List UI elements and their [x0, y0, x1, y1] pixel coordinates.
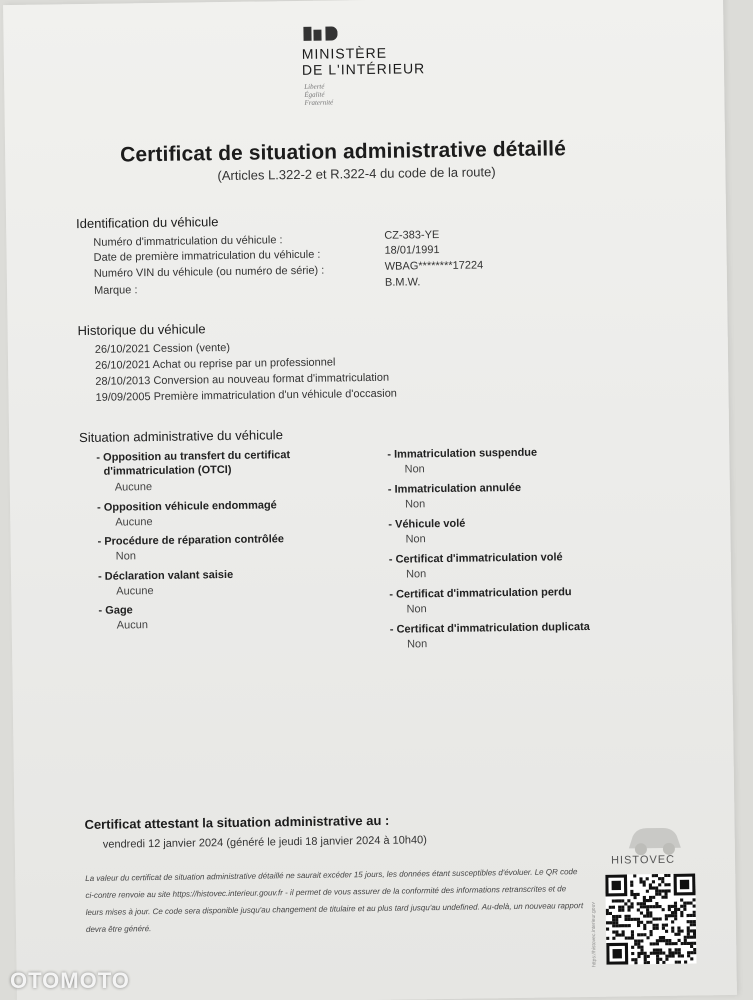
- situation-item-suspended: - Immatriculation suspendue: [387, 446, 538, 461]
- field-label: Numéro d'immatriculation du véhicule :: [93, 234, 283, 249]
- situation-item-cancelled: - Immatriculation annulée: [387, 481, 522, 496]
- otomoto-watermark: OTOMOTO: [10, 968, 130, 993]
- situation-item-repair: - Procédure de réparation contrôlée: [97, 533, 285, 548]
- field-value: WBAG********17224: [384, 259, 484, 273]
- situation-value: Non: [404, 463, 425, 476]
- ministry-motto: Liberté Égalité Fraternité: [304, 82, 334, 107]
- situation-heading: Situation administrative du véhicule: [78, 427, 283, 446]
- identification-heading: Identification du véhicule: [76, 214, 219, 232]
- situation-item-lost-certificate: - Certificat d'immatriculation perdu: [389, 586, 572, 601]
- certificate-heading: Certificat attestant la situation administrative au :: [84, 812, 390, 833]
- situation-item-stolen-certificate: - Certificat d'immatriculation volé: [388, 551, 563, 566]
- document-title: Certificat de situation administrative détaillé: [119, 137, 567, 167]
- situation-value: Non: [405, 568, 427, 581]
- document-subtitle: (Articles L.322-2 et R.322-4 du code de la route): [217, 164, 496, 184]
- situation-item-damaged: - Opposition véhicule endommagé: [96, 499, 277, 514]
- history-entry: 26/10/2021 Cession (vente): [94, 341, 231, 356]
- field-label: Marque :: [93, 284, 138, 297]
- situation-value: Aucun: [116, 619, 149, 632]
- situation-item-seizure: - Déclaration valant saisie: [97, 568, 234, 583]
- histovec-label: HISTOVEC: [610, 853, 676, 867]
- disclaimer-text: La valeur du certificat de situation administrative détaillé ne saurait excéder 15 jours, les données étant susceptibles d'évoluer. Le QR code ci-contre renvoie au site https://histovec.interieur.gouv.fr - il permet de vous assurer de la conformité des informations retranscrites et de leurs mises à jour. Ce code sera disponible jusqu'au changement de titulaire et au plus tard jusqu'au undefined. Au-delà, un nouveau rapport devra être généré.: [85, 867, 584, 935]
- ministry-name: MINISTÈRE DE L'INTÉRIEUR: [301, 44, 426, 78]
- situation-item-duplicate: - Certificat d'immatriculation duplicata: [389, 620, 590, 636]
- field-value: CZ-383-YE: [384, 229, 440, 242]
- history-heading: Historique du véhicule: [77, 321, 206, 339]
- situation-value: Non: [405, 533, 426, 546]
- history-entry: 26/10/2021 Achat ou reprise par un professionnel: [95, 356, 336, 372]
- situation-value: Non: [404, 498, 426, 511]
- field-value: B.M.W.: [384, 276, 421, 289]
- situation-value: Aucune: [116, 585, 154, 598]
- situation-value: Aucune: [114, 481, 153, 494]
- marianne-logo-icon: [303, 26, 339, 43]
- history-entry: 28/10/2013 Conversion au nouveau format d'immatriculation: [95, 371, 390, 388]
- situation-item-stolen-vehicle: - Véhicule volé: [388, 517, 466, 531]
- certificate-page: [3, 0, 737, 1000]
- qr-url-text: https://histovec.interieur.gouv: [590, 902, 598, 967]
- situation-value: Aucune: [115, 516, 153, 529]
- field-value: 18/01/1991: [384, 244, 440, 257]
- qr-code[interactable]: [605, 873, 696, 964]
- car-icon: [614, 818, 695, 859]
- situation-value: Non: [406, 638, 428, 651]
- history-entry: 19/09/2005 Première immatriculation d'un véhicule d'occasion: [95, 387, 397, 404]
- situation-value: Non: [115, 550, 137, 563]
- situation-item-otci: - Opposition au transfert du certificat d'immatriculation (OTCI): [96, 449, 291, 478]
- situation-item-pledge: - Gage: [98, 604, 133, 617]
- situation-value: Non: [406, 603, 427, 616]
- field-label: Numéro VIN du véhicule (ou numéro de série) :: [93, 264, 325, 280]
- certificate-date: vendredi 12 janvier 2024 (généré le jeudi 18 janvier 2024 à 10h40): [102, 834, 427, 851]
- field-label: Date de première immatriculation du véhicule :: [93, 248, 321, 264]
